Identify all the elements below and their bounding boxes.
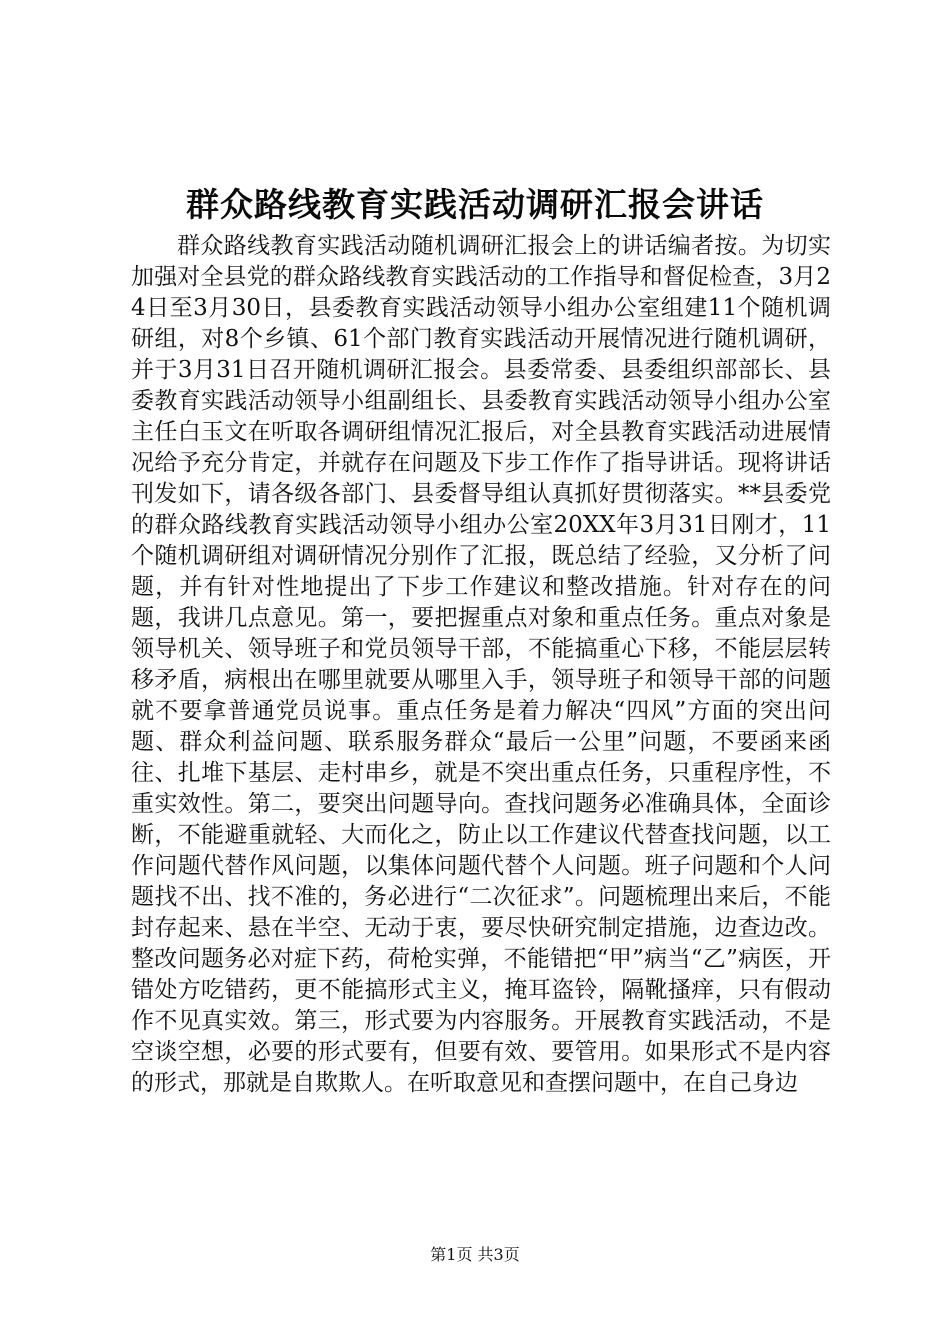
document-title: 群众路线教育实践活动调研汇报会讲话 xyxy=(186,185,764,224)
document-body-paragraph: 群众路线教育实践活动随机调研汇报会上的讲话编者按。为切实加强对全县党的群众路线教育实践活动的工作指导和督促检查，3月24日至3月30日，县委教育实践活动领导小组办公室组建11个随机调研组，对8个乡镇、61个部门教育实践活动开展情况进行随机调研，并于3月31日召开随机调研汇报会。县委常委、县委组织部部长、县委教育实践活动领导小组副组长、县委教育实践活动领导小组办公室主任白玉文在听取各调研组情况汇报后，对全县教育实践活动进展情况给予充分肯定，并就存在问题及下步工作作了指导讲话。现将讲话刊发如下，请各级各部门、县委督导组认真抓好贯彻落实。**县委党的群众路线教育实践活动领导小组办公室20XX年3月31日刚才，11个随机调研组对调研情况分别作了汇报，既总结了经验，又分析了问题，并有针对性地提出了下步工作建议和整改措施。针对存在的问题，我讲几点意见。第一，要把握重点对象和重点任务。重点对象是领导机关、领导班子和党员领导干部，不能搞重心下移，不能层层转移矛盾，病根出在哪里就要从哪里入手，领导班子和领导干部的问题就不要拿普通党员说事。重点任务是着力解决“四风”方面的突出问题、群众利益问题、联系服务群众“最后一公里”问题，不要函来函往、扎堆下基层、走村串乡，就是不突出重点任务，只重程序性，不重实效性。第二，要突出问题导向。查找问题务必准确具体，全面诊断，不能避重就轻、大而化之，防止以工作建议代替查找问题，以工作问题代替作风问题，以集体问题代替个人问题。班子问题和个人问题找不出、找不准的，务必进行“二次征求”。问题梳理出来后，不能封存起来、悬在半空、无动于衷，要尽快研究制定措施，边查边改。整改问题务必对症下药，荷枪实弹，不能错把“甲”病当“乙”病医，开错处方吃错药，更不能搞形式主义，掩耳盗铃，隔靴搔痒，只有假动作不见真实效。第三，形式要为内容服务。开展教育实践活动，不是空谈空想，必要的形式要有，但要有效、要管用。如果形式不是内容的形式，那就是自欺欺人。在听取意见和查摆问题中，在自己身边 xyxy=(131,233,831,1096)
page-number-footer: 第1页 共3页 xyxy=(430,1245,520,1264)
